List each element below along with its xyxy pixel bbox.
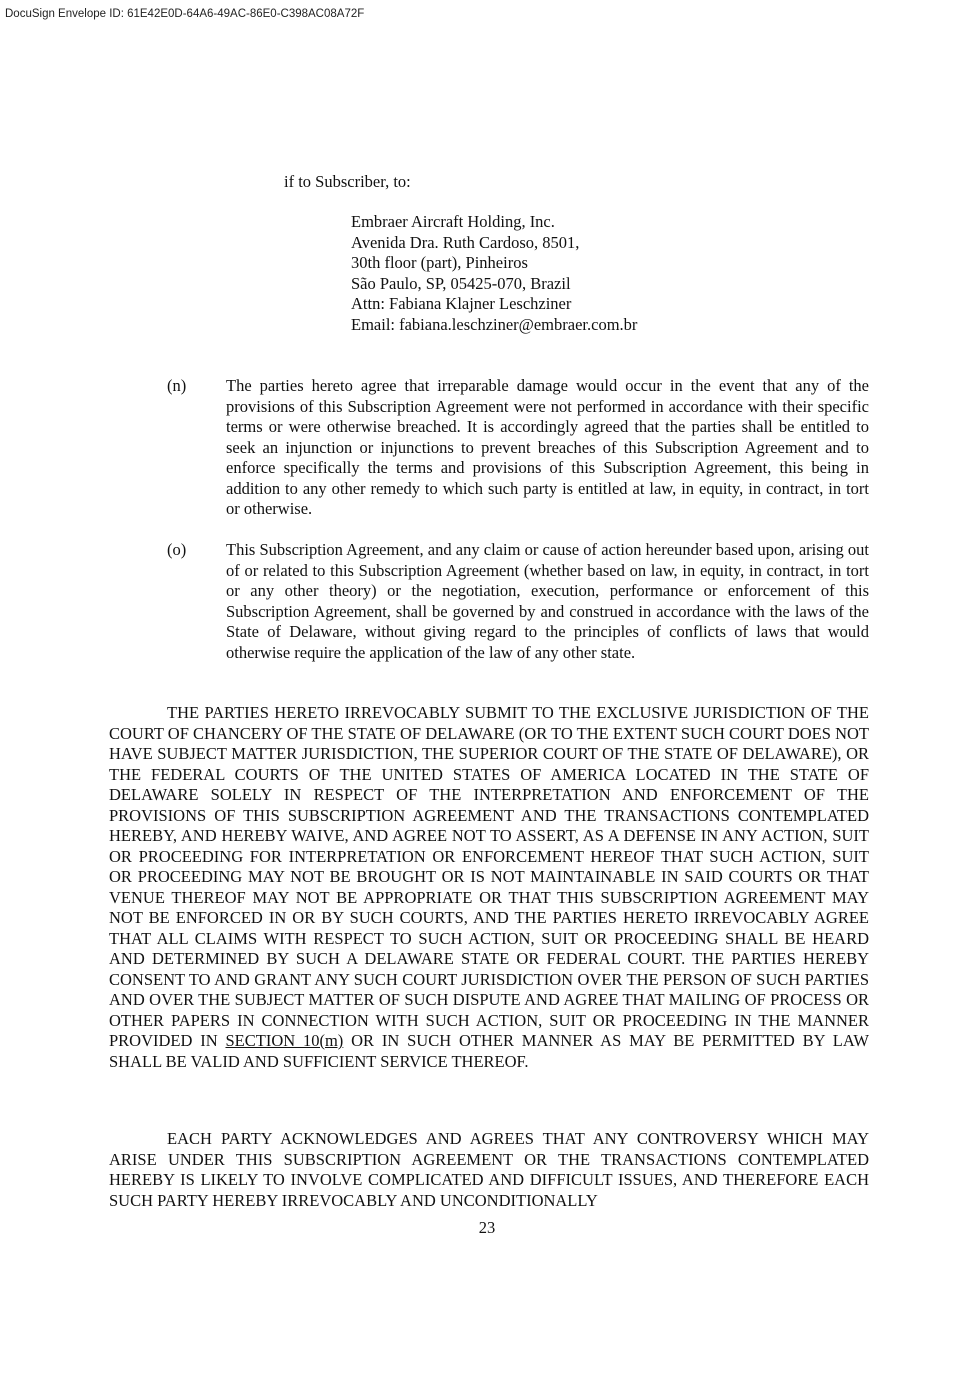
address-line: Embraer Aircraft Holding, Inc. [351, 212, 555, 231]
notice-intro: if to Subscriber, to: [284, 172, 411, 191]
section-o-label: (o) [167, 540, 187, 559]
address-line: Attn: Fabiana Klajner Leschziner [351, 294, 572, 313]
address-line: 30th floor (part), Pinheiros [351, 253, 528, 272]
jurisdiction-text-after: OR IN SUCH OTHER MANNER AS MAY BE PERMITTED BY LAW SHALL BE VALID AND SUFFICIENT SERVICE THEREOF. [109, 1031, 869, 1071]
section-n-label: (n) [167, 376, 187, 395]
address-line: São Paulo, SP, 05425-070, Brazil [351, 273, 571, 293]
section-o [167, 540, 869, 663]
address-email-line: Email: fabiana.leschziner@embraer.com.br [351, 314, 638, 334]
docusign-envelope-id: DocuSign Envelope ID: 61E42E0D-64A6-49AC-86E0-C398AC08A72F [5, 8, 365, 20]
subscriber-address-block [351, 212, 637, 335]
address-line: Avenida Dra. Ruth Cardoso, 8501, [351, 232, 580, 252]
section-n-text: The parties hereto agree that irreparable damage would occur in the event that any of the provisions of this Subscription Agreement were not performed in accordance with their specific terms or were otherwise breached. It is accordingly agreed that the parties shall be entitled to seek an injunction or injunctions to prevent breaches of this Subscription Agreement and to enforce specifically the terms and provisions of this Subscription Agreement, this being in addition to any other remedy to which such party is entitled at law, in equity, in contract, in tort or otherwise. [226, 376, 869, 518]
jurisdiction-paragraph [109, 703, 869, 1072]
jurisdiction-text-before: THE PARTIES HERETO IRREVOCABLY SUBMIT TO THE EXCLUSIVE JURISDICTION OF THE COURT OF CHANCERY OF THE STATE OF DELAWARE (OR TO THE EXTENT SUCH COURT DOES NOT HAVE SUBJECT MATTER JURISDICTION, THE SUPERIOR COURT OF THE STATE OF DELAWARE), OR THE FEDERAL COURTS OF THE UNITED STATES OF AMERICA LOCATED IN THE STATE OF DELAWARE SOLELY IN RESPECT OF THE INTERPRETATION AND ENFORCEMENT OF THE PROVISIONS OF THIS SUBSCRIPTION AGREEMENT AND THE TRANSACTIONS CONTEMPLATED HEREBY, AND HEREBY WAIVE, AND AGREE NOT TO ASSERT, AS A DEFENSE IN ANY ACTION, SUIT OR PROCEEDING FOR INTERPRETATION OR ENFORCEMENT HEREOF THAT SUCH ACTION, SUIT OR PROCEEDING MAY NOT BE BROUGHT OR IS NOT MAINTAINABLE IN SAID COURTS OR THAT VENUE THEREOF MAY NOT BE APPROPRIATE OR THAT THIS SUBSCRIPTION AGREEMENT MAY NOT BE ENFORCED IN OR BY SUCH COURTS, AND THE PARTIES HERETO IRREVOCABLY AGREE THAT ALL CLAIMS WITH RESPECT TO SUCH ACTION, SUIT OR PROCEEDING SHALL BE HEARD AND DETERMINED BY SUCH A DELAWARE STATE OR FEDERAL COURT. THE PARTIES HEREBY CONSENT TO AND GRANT ANY SUCH COURT JURISDICTION OVER THE PERSON OF SUCH PARTIES AND OVER THE SUBJECT MATTER OF SUCH DISPUTE AND AGREE THAT MAILING OF PROCESS OR OTHER PAPERS IN CONNECTION WITH SUCH ACTION, SUIT OR PROCEEDING IN THE MANNER PROVIDED IN [109, 703, 869, 1050]
section-reference-link[interactable]: SECTION 10(m) [225, 1031, 344, 1050]
jury-waiver-paragraph: EACH PARTY ACKNOWLEDGES AND AGREES THAT ANY CONTROVERSY WHICH MAY ARISE UNDER THIS SUBSCRIPTION AGREEMENT OR THE TRANSACTIONS CONTEMPLATED HEREBY IS LIKELY TO INVOLVE COMPLICATED AND DIFFICULT ISSUES, AND THEREFORE EACH SUCH PARTY HEREBY IRREVOCABLY AND UNCONDITIONALLY [109, 1129, 869, 1210]
section-o-text: This Subscription Agreement, and any claim or cause of action hereunder based upon, arising out of or related to this Subscription Agreement (whether based on law, in equity, in contract, in tort or any other theory) or the negotiation, execution, performance or enforcement of this Subscription Agreement, shall be governed by and construed in accordance with the laws of the State of Delaware, without giving regard to the principles of conflicts of laws that would otherwise require the application of the law of any other state. [226, 540, 869, 662]
page-number: 23 [478, 1218, 496, 1237]
section-n [167, 376, 869, 520]
